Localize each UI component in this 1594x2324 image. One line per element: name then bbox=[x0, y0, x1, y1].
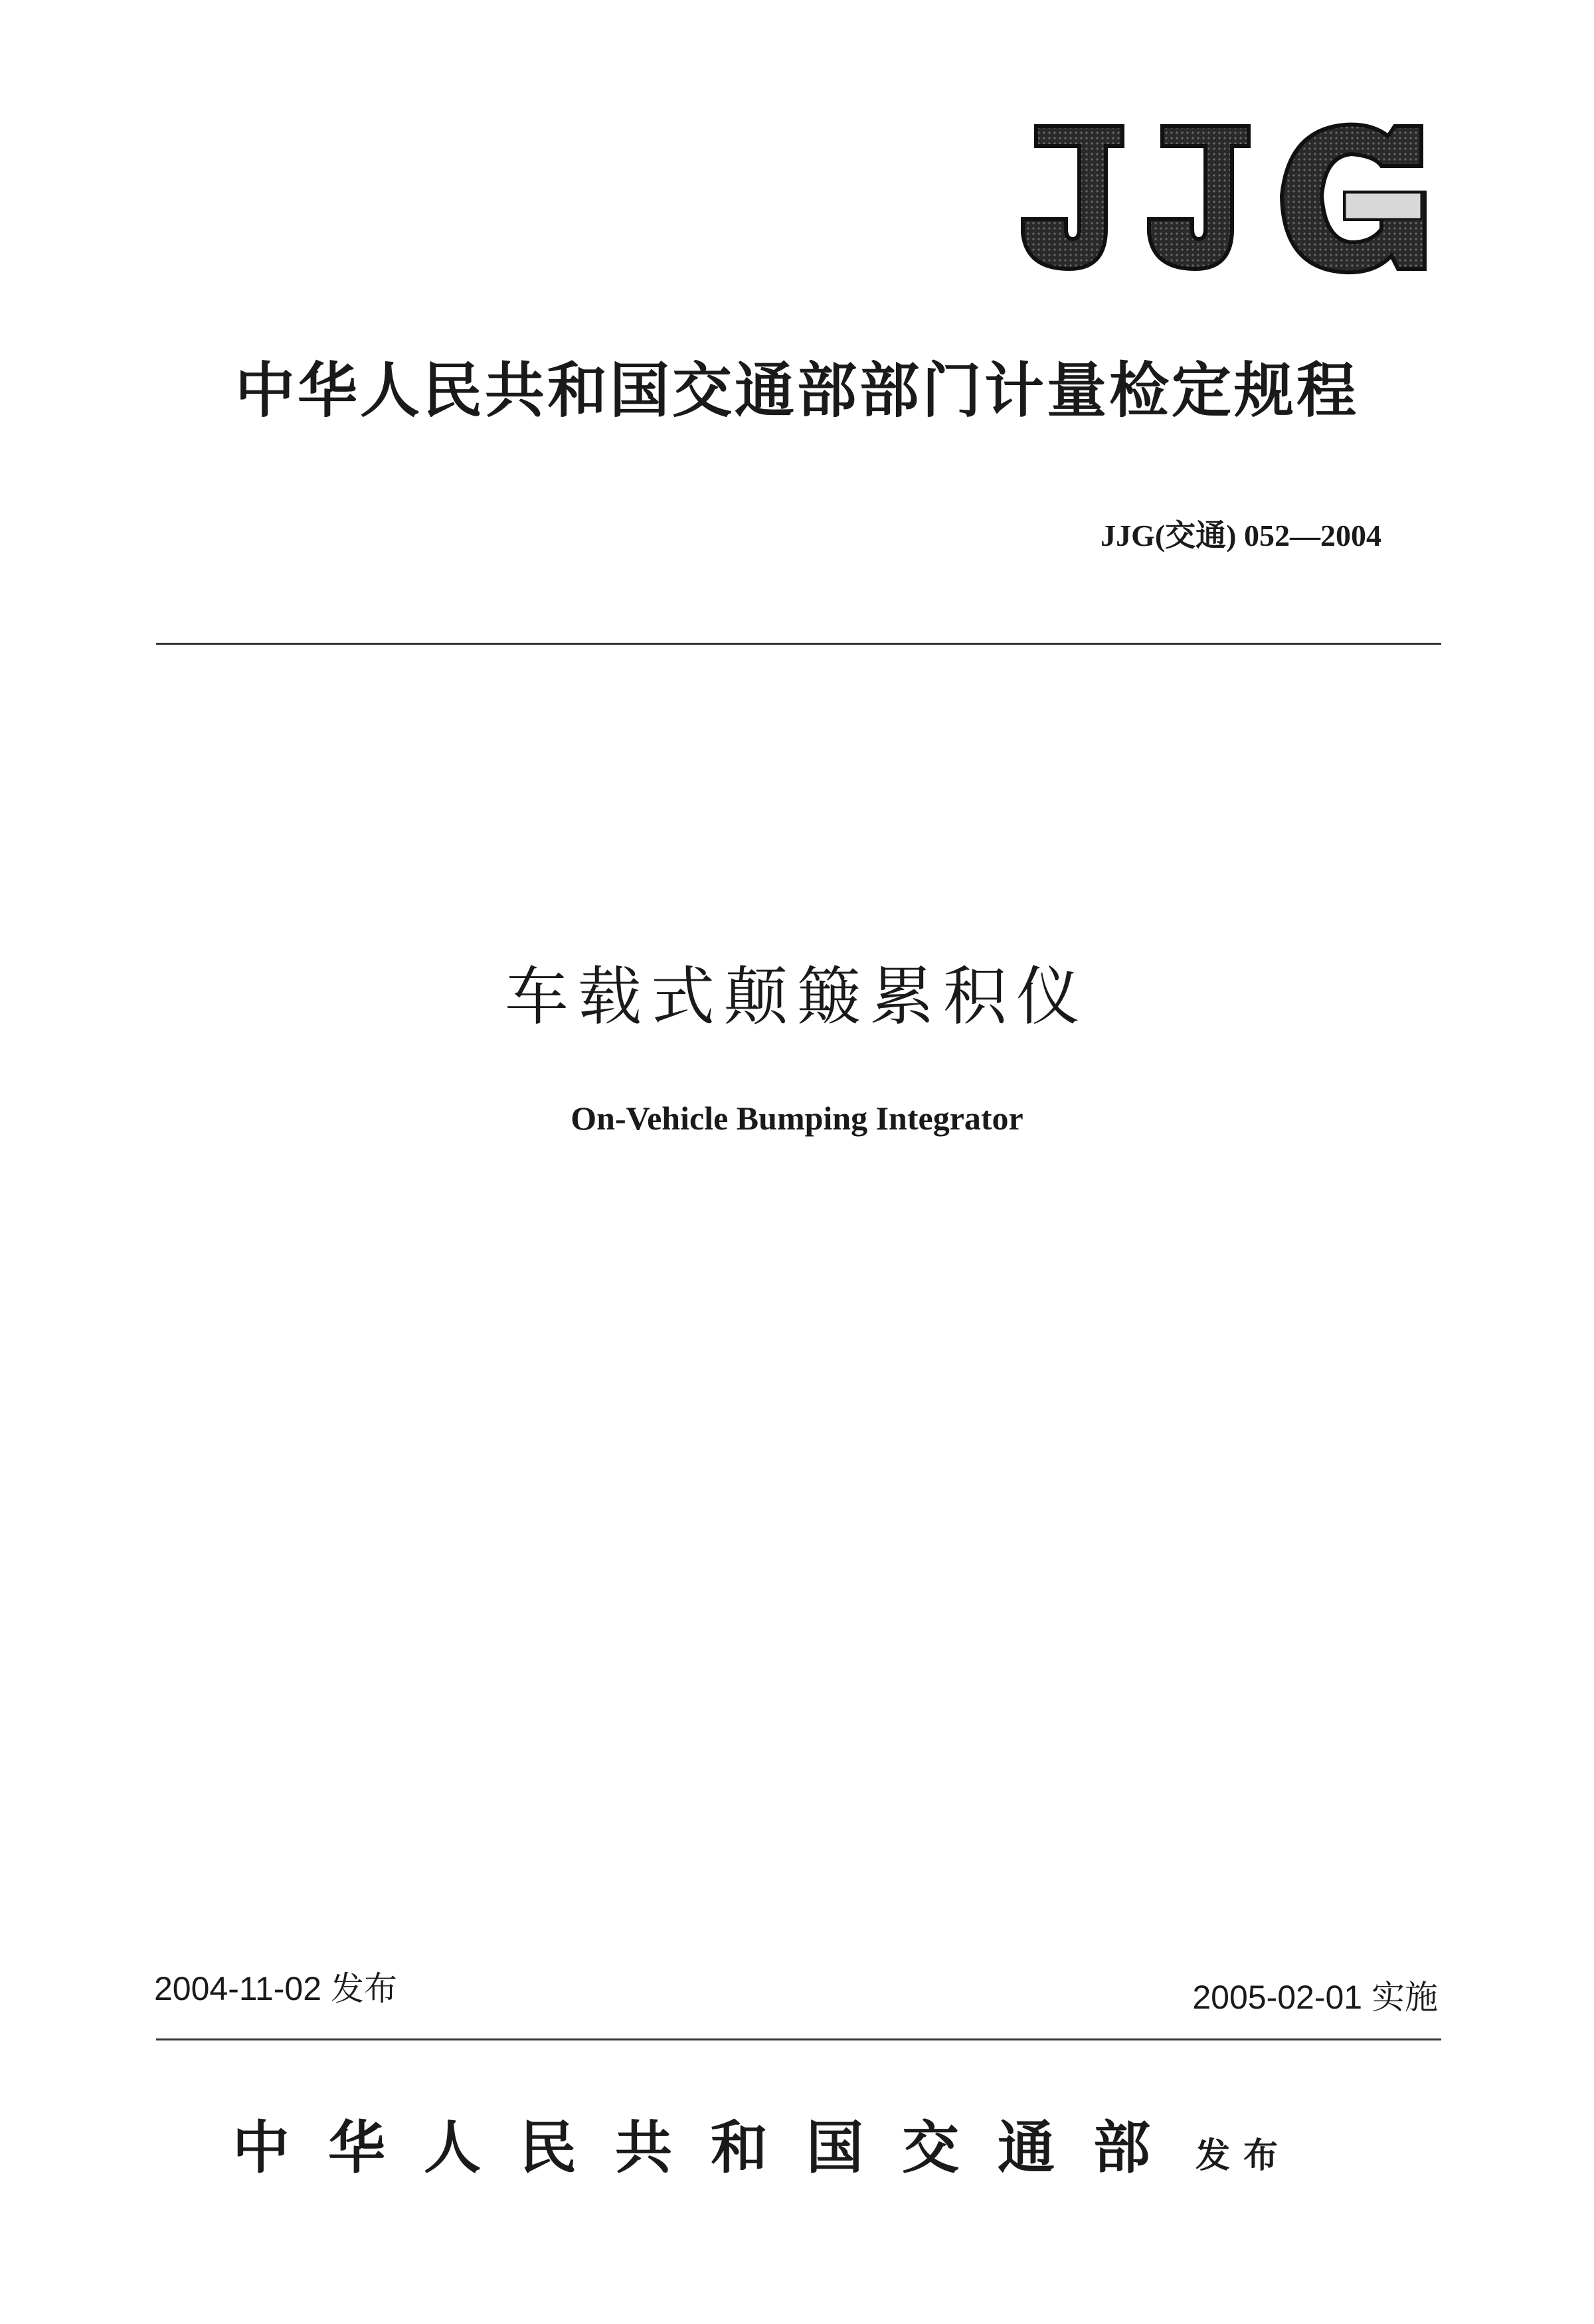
jjg-logo bbox=[1010, 120, 1435, 279]
bottom-divider bbox=[156, 2038, 1441, 2040]
top-divider bbox=[156, 643, 1441, 645]
publisher-name: 中华人民共和国交通部 bbox=[232, 2115, 1189, 2181]
logo-letter-j-2 bbox=[1149, 126, 1249, 269]
publisher-action: 发布 bbox=[1196, 2136, 1292, 2176]
implementation-date: 2005-02-01 实施 bbox=[1192, 1979, 1438, 2016]
issue-date: 2004-11-02 发布 bbox=[154, 1970, 397, 2007]
document-title-english: On-Vehicle Bumping Integrator bbox=[571, 1100, 1023, 1137]
logo-letter-j-1 bbox=[1023, 126, 1122, 269]
series-title: 中华人民共和国交通部部门计量检定规程 bbox=[235, 356, 1359, 426]
document-title: 车载式颠簸累积仪 bbox=[505, 959, 1089, 1034]
publisher-line bbox=[232, 2102, 1291, 2184]
logo-letter-g bbox=[1282, 125, 1425, 273]
standard-code: JJG(交通) 052—2004 bbox=[1101, 519, 1381, 552]
